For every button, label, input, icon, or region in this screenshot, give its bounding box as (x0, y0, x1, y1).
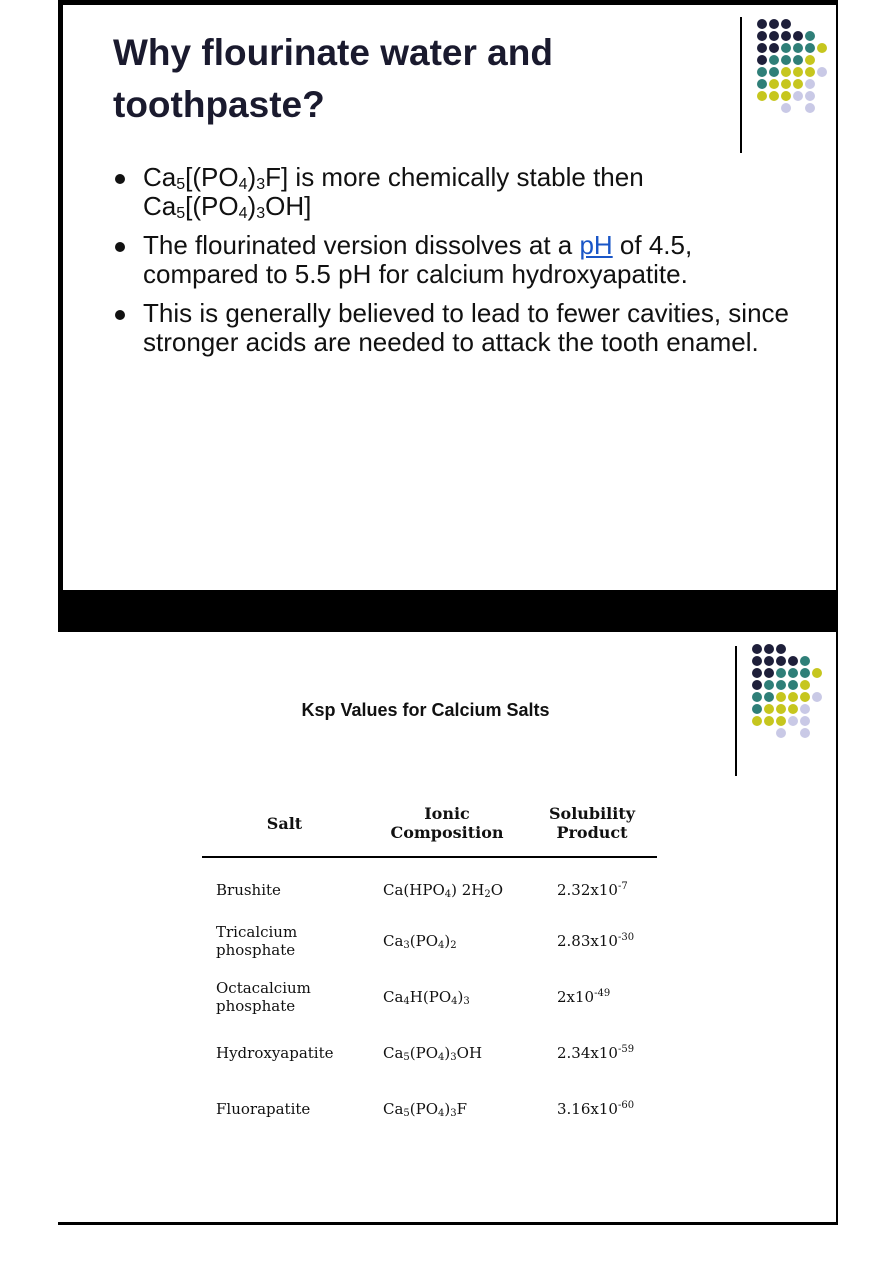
decorative-dot-icon (752, 668, 762, 678)
cell-salt: Octacalcium phosphate (216, 979, 311, 1015)
decorative-dot-icon (776, 668, 786, 678)
subscript: 3 (403, 940, 410, 951)
text-run: ) (444, 1044, 451, 1062)
text-run: F (456, 1100, 468, 1118)
decorative-dot-icon (781, 19, 791, 29)
text-run: 3.16x10 (557, 1100, 618, 1118)
slide1-title: Why flourinate water and toothpaste? (113, 32, 553, 125)
text-run: ) (444, 1100, 451, 1118)
ph-link[interactable]: pH (579, 230, 613, 260)
subscript: 5 (176, 176, 186, 193)
decorative-dot-icon (776, 680, 786, 690)
text-run: Ca (383, 1044, 404, 1062)
decorative-dot-icon (805, 43, 815, 53)
cell-salt: Tricalcium phosphate (216, 923, 298, 959)
decorative-dot-icon (757, 43, 767, 53)
decorative-dot-icon (781, 67, 791, 77)
text-run: Ca (143, 191, 177, 221)
cell-ionic-composition (367, 857, 527, 913)
text-run: Ca (383, 932, 404, 950)
text-run: Ca (383, 988, 404, 1006)
text-run: F] is more chemically stable then (265, 162, 644, 192)
bullet-dot-icon (115, 174, 125, 184)
decorative-dot-icon (757, 91, 767, 101)
decorative-dot-icon (805, 55, 815, 65)
subscript: 3 (450, 1108, 457, 1119)
text-run: [(PO (185, 162, 239, 192)
text-run: 2.83x10 (557, 932, 618, 950)
superscript: -7 (617, 880, 628, 892)
bullet-item (113, 231, 813, 289)
cell-salt: Brushite (216, 880, 281, 899)
text-run: [(PO (185, 191, 239, 221)
decorative-dot-icon (752, 680, 762, 690)
bullet-dot-icon (115, 242, 125, 252)
decorative-dot-icon (805, 91, 815, 101)
decorative-dot-icon (764, 680, 774, 690)
decorative-dot-icon (781, 103, 791, 113)
decorative-dot-icon (800, 704, 810, 714)
cell-ionic-composition (367, 1081, 527, 1137)
decorative-dot-icon (788, 668, 798, 678)
slide-separator-band (58, 590, 838, 632)
subscript: 5 (176, 205, 186, 222)
cell-solubility-product (527, 969, 657, 1025)
decorative-dot-icon (800, 692, 810, 702)
decorative-dot-icon (764, 656, 774, 666)
decorative-dot-icon (757, 79, 767, 89)
decorative-dot-icon (793, 91, 803, 101)
page-left-margin (0, 0, 58, 1263)
decorative-dot-icon (817, 67, 827, 77)
bullet-dot-icon (115, 310, 125, 320)
decorative-dot-icon (757, 67, 767, 77)
subscript: 4 (238, 176, 248, 193)
decorative-dot-icon (752, 656, 762, 666)
decorative-dot-icon (793, 43, 803, 53)
decorative-dot-icon (793, 31, 803, 41)
subscript: 5 (403, 1052, 410, 1063)
decorative-dot-icon (800, 716, 810, 726)
text-run: 2x10 (557, 988, 595, 1006)
cell-solubility-product (527, 857, 657, 913)
decorative-dot-icon (800, 668, 810, 678)
decorative-dot-icon (764, 668, 774, 678)
cell-ionic-composition (367, 1025, 527, 1081)
decorative-dot-icon (788, 656, 798, 666)
decorative-dot-icon (776, 728, 786, 738)
cell-ionic-composition (367, 969, 527, 1025)
slide1-divider-line (740, 17, 742, 153)
superscript: -49 (594, 988, 611, 999)
decorative-dot-icon (793, 67, 803, 77)
cell-salt: Fluorapatite (216, 1100, 311, 1118)
table-row (202, 1025, 657, 1081)
decorative-dot-icon (805, 31, 815, 41)
bullet-item (113, 163, 813, 221)
text-run: H(PO (409, 988, 452, 1006)
decorative-dot-icon (793, 79, 803, 89)
superscript: -30 (617, 932, 635, 943)
subscript: 2 (450, 940, 457, 951)
decorative-dot-icon (764, 644, 774, 654)
decorative-dot-icon (800, 728, 810, 738)
cell-solubility-product (527, 1025, 657, 1081)
text-run: 2.32x10 (557, 880, 618, 899)
text-run: O (490, 880, 504, 899)
text-run: OH] (265, 191, 312, 221)
decorative-dot-icon (769, 19, 779, 29)
decorative-dot-icon (757, 55, 767, 65)
text-run: ) (247, 191, 257, 221)
slide-ksp-values (58, 632, 838, 1225)
subscript: 3 (256, 176, 266, 193)
decorative-dot-icon (788, 680, 798, 690)
decorative-dot-icon (752, 644, 762, 654)
decorative-dot-icon (805, 67, 815, 77)
subscript: 4 (403, 996, 410, 1007)
superscript: -59 (617, 1044, 635, 1055)
subscript: 2 (484, 888, 491, 900)
subscript: 4 (238, 205, 248, 222)
subscript: 3 (463, 996, 470, 1007)
header-solubility-product: Solubility Product (527, 804, 657, 857)
ksp-table-header-row (202, 804, 657, 857)
decorative-dot-icon (757, 31, 767, 41)
table-row (202, 969, 657, 1025)
decorative-dot-icon (757, 19, 767, 29)
text-run: ) (457, 988, 464, 1006)
text-run: Ca (143, 162, 177, 192)
subscript: 4 (438, 940, 445, 951)
decorative-dot-icon (776, 656, 786, 666)
decorative-dot-icon (769, 43, 779, 53)
text-run: ) (444, 932, 451, 950)
decorative-dot-icon (769, 55, 779, 65)
cell-solubility-product (527, 913, 657, 969)
subscript: 3 (450, 1052, 457, 1063)
decorative-dot-icon (769, 67, 779, 77)
subscript: 4 (438, 1108, 445, 1119)
decorative-dot-icon (793, 55, 803, 65)
slide1-bullet-list (113, 163, 813, 367)
decorative-dot-icon (769, 31, 779, 41)
text-run: (PO (409, 1100, 439, 1118)
decorative-dot-icon (781, 91, 791, 101)
header-salt: Salt (202, 804, 367, 857)
text-run: The flourinated version dissolves at a (143, 230, 580, 260)
table-row (202, 913, 657, 969)
slide-fluoridation (58, 0, 838, 592)
bullet-item (113, 299, 813, 357)
text-run: of 4.5, compared to 5.5 pH for calcium hydroxyapatite. (143, 230, 693, 289)
table-row (202, 857, 657, 913)
cell-ionic-composition (367, 913, 527, 969)
decorative-dot-icon (812, 692, 822, 702)
decorative-dot-icon (817, 43, 827, 53)
decorative-dot-icon (812, 668, 822, 678)
text-run: ) 2H (451, 880, 485, 899)
decorative-dot-icon (769, 79, 779, 89)
header-ionic-composition: Ionic Composition (367, 804, 527, 857)
decorative-dot-icon (781, 79, 791, 89)
text-run: (PO (409, 1044, 439, 1062)
decorative-dot-icon (800, 680, 810, 690)
decorative-dot-icon (805, 103, 815, 113)
superscript: -60 (617, 1100, 635, 1111)
text-run: (PO (409, 932, 439, 950)
decorative-dot-icon (781, 43, 791, 53)
decorative-dot-icon (805, 79, 815, 89)
decorative-dot-icon (781, 55, 791, 65)
subscript: 5 (403, 1108, 410, 1119)
text-run: 2.34x10 (557, 1044, 618, 1062)
subscript: 4 (451, 996, 458, 1007)
decorative-dot-icon (776, 644, 786, 654)
text-run: Ca (383, 1100, 404, 1118)
ksp-table (202, 804, 657, 1137)
decorative-dot-icon (800, 656, 810, 666)
cell-salt: Hydroxyapatite (216, 1044, 334, 1062)
text-run: ) (247, 162, 257, 192)
decorative-dot-icon (781, 31, 791, 41)
subscript: 3 (256, 205, 266, 222)
table-row (202, 1081, 657, 1137)
decorative-dot-icon (769, 91, 779, 101)
text-run: This is generally believed to lead to fewer cavities, since stronger acids are needed to attack the tooth enamel. (143, 298, 789, 357)
cell-solubility-product (527, 1081, 657, 1137)
subscript: 4 (444, 888, 452, 900)
text-run: Ca(HPO (383, 880, 445, 899)
text-run: OH (456, 1044, 483, 1062)
subscript: 4 (438, 1052, 445, 1063)
ksp-table-title: Ksp Values for Calcium Salts (301, 700, 550, 720)
